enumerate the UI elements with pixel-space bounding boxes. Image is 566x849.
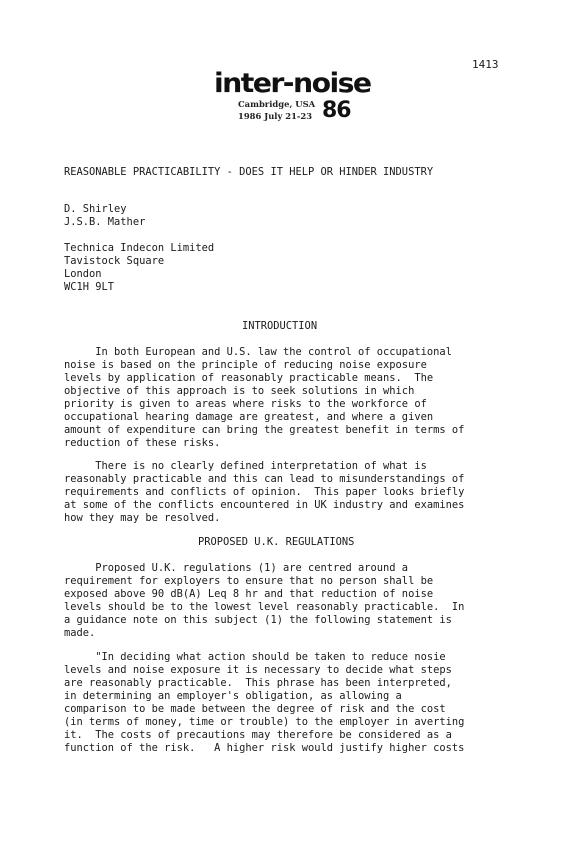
affiliation-line: Technica Indecon Limited	[64, 242, 215, 254]
affiliation-line: WC1H 9LT	[64, 281, 115, 293]
regulations-paragraph-1: Proposed U.K. regulations (1) are centred around a requirement for exployers to ensure that no person shall be exposed above 90 dB(A) Leq 8 hr and that reduction of noise levels should be to the lowest level reasonably practicable. In a guidance note on this subject (1) the following statement is made.	[64, 562, 465, 639]
inter-noise-logo	[214, 68, 371, 132]
logo-dates: 1986 July 21-23	[238, 111, 313, 121]
affiliation-line: London	[64, 268, 102, 280]
section-heading-introduction: INTRODUCTION	[242, 320, 318, 332]
paper-title: REASONABLE PRACTICABILITY - DOES IT HELP OR HINDER INDUSTRY	[64, 166, 434, 178]
introduction-paragraph-2: There is no clearly defined interpretation of what is reasonably practicable and this can lead to misunderstandings of requirements and conflicts of opinion. This paper looks briefly at some of the conflicts encountered in UK industry and examines how they may be resolved.	[64, 460, 465, 524]
guidance-quote: "In deciding what action should be taken to reduce nosie levels and noise exposure it is necessary to decide what steps are reasonably practicable. This phrase has been interpreted, in determining an employer's obligation, as allowing a comparison to be made between the degree of risk and the cost (in terms of money, time or trouble) to the employer in averting it. The costs of precautions may therefore be considered as a function of the risk. A higher risk would justify higher costs	[64, 651, 465, 754]
affiliation-line: Tavistock Square	[64, 255, 165, 267]
logo-wordmark: inter-noise	[214, 68, 371, 99]
logo-year: 86	[322, 98, 351, 123]
logo-city: Cambridge, USA	[238, 99, 316, 109]
author-name: J.S.B. Mather	[64, 216, 146, 228]
section-heading-regulations: PROPOSED U.K. REGULATIONS	[198, 536, 355, 548]
page-number: 1413	[472, 58, 499, 71]
author-name: D. Shirley	[64, 203, 127, 215]
introduction-paragraph-1: In both European and U.S. law the control of occupational noise is based on the principle of reducing noise exposure levels by application of reasonably practicable means. The objective of this approach is to seek solutions in which priority is given to areas where risks to the workforce of occupational hearing damage are greatest, and where a given amount of expenditure can bring the greatest benefit in terms of reduction of these risks.	[64, 346, 465, 449]
